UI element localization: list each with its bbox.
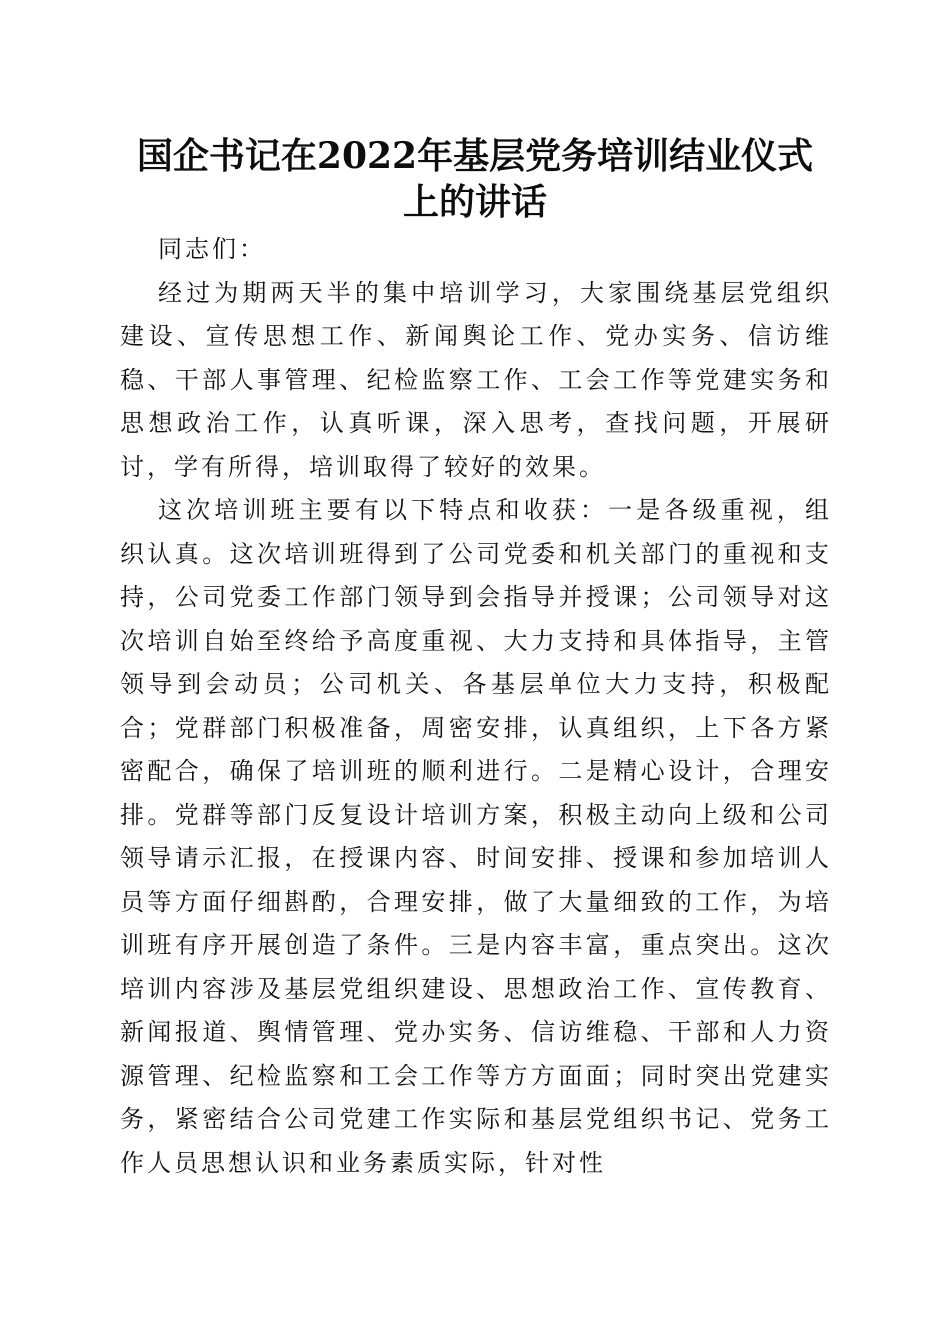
paragraph-2: 这次培训班主要有以下特点和收获：一是各级重视，组织认真。这次培训班得到了公司党委和机关部门的重视和支持，公司党委工作部门领导到会指导并授课；公司领导对这次培训自始至终给予高度重视、大力支持和具体指导，主管领导到会动员；公司机关、各基层单位大力支持，积极配合；党群部门积极准备，周密安排，认真组织，上下各方紧密配合，确保了培训班的顺利进行。二是精心设计，合理安排。党群等部门反复设计培训方案，积极主动向上级和公司领导请示汇报，在授课内容、时间安排、授课和参加培训人员等方面仔细斟酌，合理安排，做了大量细致的工作，为培训班有序开展创造了条件。三是内容丰富，重点突出。这次培训内容涉及基层党组织建设、思想政治工作、宣传教育、新闻报道、舆情管理、党办实务、信访维稳、干部和人力资源管理、纪检监察和工会工作等方方面面；同时突出党建实务，紧密结合公司党建工作实际和基层党组织书记、党务工作人员思想认识和业务素质实际，针对性	[120, 496, 832, 1177]
paragraph-1: 经过为期两天半的集中培训学习，大家围绕基层党组织建设、宣传思想工作、新闻舆论工作、党办实务、信访维稳、干部人事管理、纪检监察工作、工会工作等党建实务和思想政治工作，认真听课，深入思考，查找问题，开展研讨，学有所得，培训取得了较好的效果。	[120, 278, 832, 481]
salutation: 同志们：	[158, 235, 266, 263]
document-body	[120, 228, 832, 1185]
document-title: 国企书记在2022年基层党务培训结业仪式上的讲话	[136, 135, 814, 223]
